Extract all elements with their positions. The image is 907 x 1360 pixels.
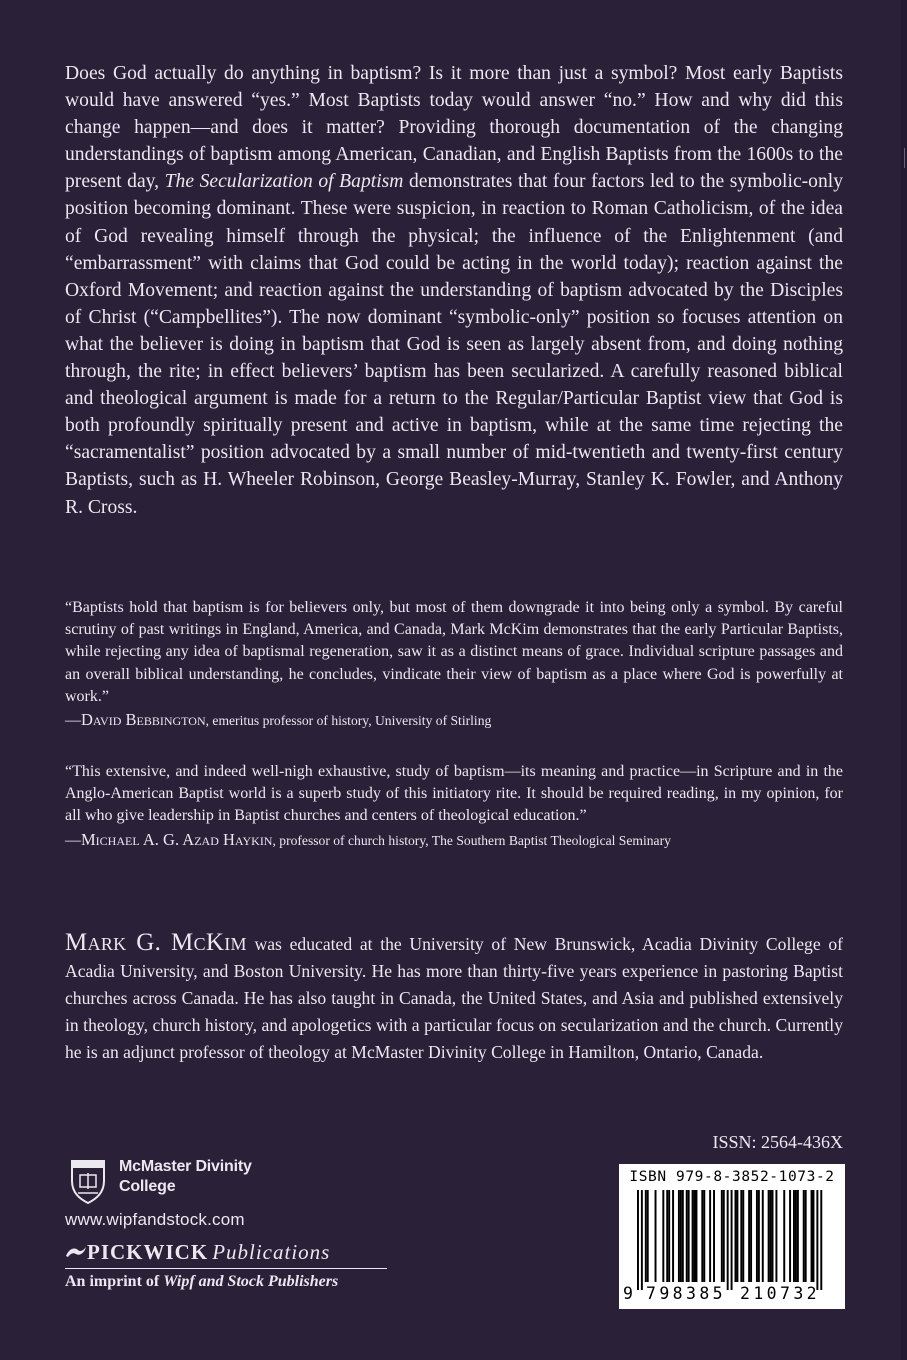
isbn-digit-first: 9: [623, 1284, 633, 1303]
imprint-name: Wipf and Stock Publishers: [163, 1273, 339, 1290]
page-edge: [901, 0, 907, 1360]
author-bio-text: was educated at the University of New Brunswick, Acadia Divinity College of Acadia University, and Boston University. He has more than thirty-five years experience in pastoring Baptist churches across Canada. He has also taught in Canada, the United States, and Asia and published extensively in theology, church history, and apologetics with a particular focus on secularization and the church. Currently he is an adjunct professor of theology at McMaster Divinity College in Hamilton, Ontario, Canada.: [65, 934, 843, 1062]
college-name: [119, 1157, 252, 1197]
college-name-line-2: College: [119, 1178, 176, 1195]
barcode-bar: [811, 1190, 813, 1282]
barcode-bar: [789, 1190, 791, 1282]
barcode-bar: [770, 1190, 772, 1282]
barcode-bar: [748, 1190, 750, 1282]
barcode-bar: [701, 1190, 703, 1282]
barcode-bar: [688, 1190, 690, 1282]
publisher-block: [65, 1150, 405, 1310]
barcode-bar: [662, 1190, 664, 1282]
barcode-bar: [750, 1190, 752, 1282]
barcode-bar: [820, 1190, 822, 1290]
publisher-website[interactable]: www.wipfandstock.com: [65, 1210, 245, 1229]
book-description: [65, 60, 843, 521]
barcode-bar: [713, 1190, 715, 1282]
barcode-bar: [723, 1190, 725, 1282]
barcode-bar: [740, 1190, 742, 1282]
attribution-dash: —: [65, 712, 81, 730]
isbn-digits-left: 798385: [646, 1284, 727, 1303]
endorsement-2: [65, 761, 843, 852]
book-title: The Secularization of Baptism: [164, 171, 404, 193]
college-name-line-1: McMaster Divinity: [119, 1158, 252, 1175]
endorser-name: David Bebbington: [81, 710, 206, 730]
barcode-bar: [775, 1190, 777, 1282]
isbn-digits-right: 210732: [740, 1284, 821, 1303]
barcode-bar: [797, 1190, 799, 1282]
barcode-bar: [727, 1190, 729, 1290]
endorsement-1: [65, 597, 843, 732]
description-part-2: demonstrates that four factors led to the symbolic-only position becoming dominant. These were suspicion, in reaction to Roman Catholicism, of the idea of God revealing himself through the physical; the influence of the Enlightenment (and “embarrassment” with claims that God could be acting in the world today); reaction against the Oxford Movement; and reaction against the understanding of baptism advocated by the Disciples of Christ (“Campbellites”). The now dominant “symbolic-only” position so focuses attention on what the believer is doing in baptism that God is seen as largely absent from, and doing nothing through, the rite; in effect believers’ baptism has been secularized. A carefully reasoned biblical and theological argument is made for a return to the Regular/Particular Baptist view that God is both profoundly spiritually present and active in baptism, while at the same time rejecting the “sacramentalist” position advocated by a small number of mid-twentieth and twenty-first century Baptists, such as H. Wheeler Robinson, George Beasley-Murray, Stanley K. Fowler, and Anthony R. Cross.: [65, 171, 843, 518]
barcode-bar: [803, 1190, 805, 1282]
barcode-bar: [813, 1190, 815, 1282]
barcode-bar: [793, 1190, 795, 1282]
pickwick-mark-icon: [65, 1245, 87, 1259]
barcode-bar: [672, 1190, 674, 1282]
barcode-bar: [805, 1190, 807, 1282]
barcode-bar: [721, 1190, 723, 1282]
author-name: Mark G. McKim: [65, 929, 247, 956]
publisher-logo: [65, 1240, 387, 1269]
barcode-bar: [742, 1190, 744, 1282]
barcode-bar: [795, 1190, 797, 1282]
endorsement-quote: “Baptists hold that baptism is for believers only, but most of them downgrade it into being only a symbol. By careful scrutiny of past writings in England, America, and Canada, Mark McKim demonstrates that the early Particular Baptists, while rejecting any idea of baptismal regeneration, saw it as a distinct means of grace. Individual scripture passages and an overall biblical understanding, he concludes, vindicate their view of baptism as a place where God is powerfully at work.”: [65, 599, 843, 705]
barcode-bar: [816, 1190, 818, 1290]
barcode-bar: [709, 1190, 711, 1282]
imprint-prefix: An imprint of: [65, 1273, 160, 1290]
barcode-bar: [694, 1190, 696, 1282]
barcode-bar: [731, 1190, 733, 1290]
barcode-bar: [758, 1190, 760, 1282]
barcode-bar: [686, 1190, 688, 1282]
barcode-bar: [680, 1190, 682, 1282]
isbn-barcode: [619, 1164, 845, 1309]
barcode-bar: [678, 1190, 680, 1282]
barcode-bar: [735, 1190, 737, 1282]
barcode-bar: [692, 1190, 694, 1282]
barcode-bar: [696, 1190, 698, 1282]
publisher-name: PICKWICK: [87, 1240, 209, 1264]
endorser-role: , emeritus professor of history, University of Stirling: [205, 713, 492, 729]
college-crest-icon: [68, 1155, 108, 1205]
endorsement-quote: “This extensive, and indeed well-nigh exhaustive, study of baptism—its meaning and practice—in Scripture and in the Anglo-American Baptist world is a superb study of this initiatory rite. It should be required reading, in my opinion, for all who give leadership in Baptist churches and centers of theological education.”: [65, 763, 843, 825]
endorser-name: Michael A. G. Azad Haykin: [81, 829, 273, 849]
barcode-bar: [736, 1190, 738, 1282]
endorser-role: , professor of church history, The Southern Baptist Theological Seminary: [272, 832, 671, 848]
barcode-bar: [703, 1190, 705, 1282]
barcode-bar: [641, 1190, 643, 1290]
barcode-bar: [637, 1190, 639, 1290]
issn-label: ISSN: 2564-436X: [712, 1132, 843, 1152]
description-part-1: Does God actually do anything in baptism? Is it more than just a symbol? Most early Baptists would have answered “yes.” Most Baptists today would answer “no.” How and why did this change happen—and does it matter? Providing thorough documentation of the changing understandings of baptism among American, Canadian, and English Baptists from the 1600s to the present day,: [65, 63, 843, 193]
publisher-word: Publications: [212, 1240, 331, 1264]
barcode-bar: [768, 1190, 770, 1282]
isbn-label: ISBN 979-8-3852-1073-2: [629, 1169, 835, 1185]
barcode-bar: [647, 1190, 649, 1282]
barcode-bar: [783, 1190, 785, 1282]
attribution-dash: —: [65, 831, 81, 849]
barcode-bar: [666, 1190, 668, 1282]
barcode-bar: [772, 1190, 774, 1282]
imprint-line: [65, 1273, 338, 1291]
endorsement-attribution: [65, 829, 843, 852]
barcode-bar: [762, 1190, 764, 1282]
barcode-bar: [668, 1190, 670, 1282]
barcode-bar: [645, 1190, 647, 1282]
endorsement-attribution: [65, 709, 843, 732]
barcode-bar: [655, 1190, 657, 1282]
barcode-bar: [756, 1190, 758, 1282]
author-bio: [65, 929, 843, 1066]
barcode-bar: [682, 1190, 684, 1282]
